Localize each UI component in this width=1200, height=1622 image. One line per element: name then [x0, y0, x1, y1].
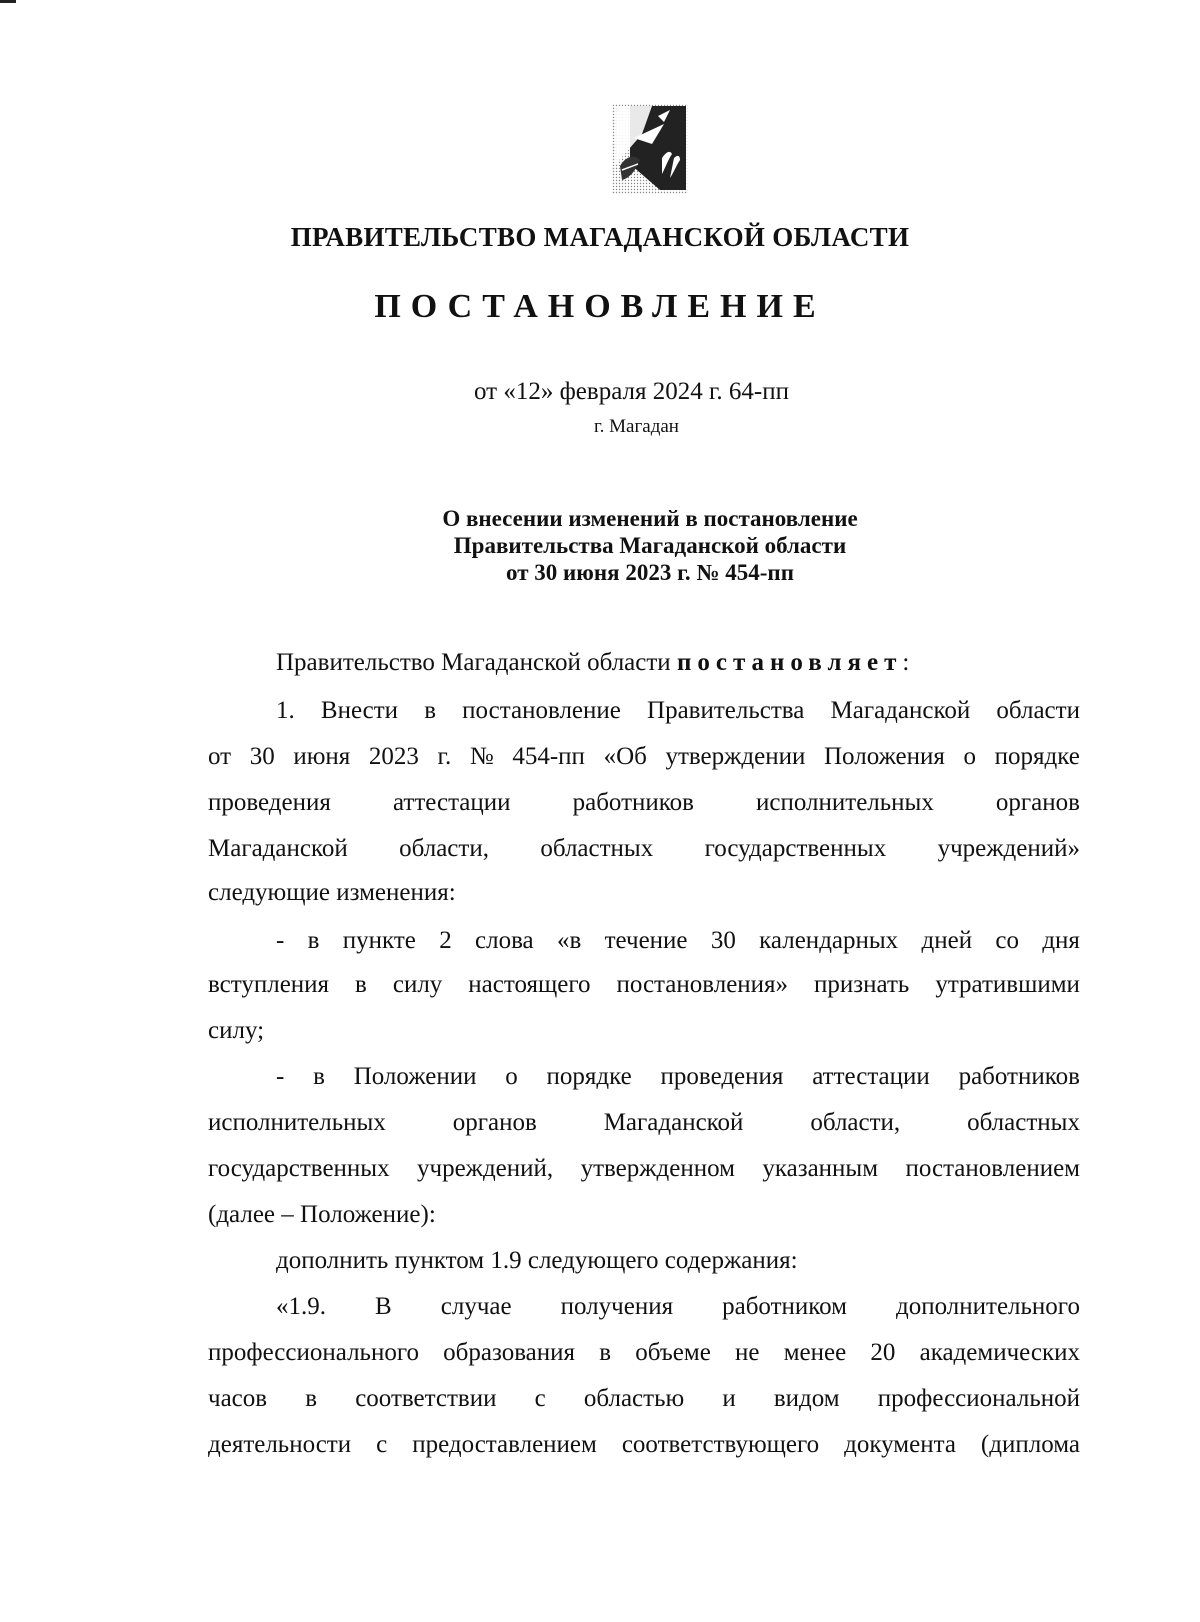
word: государственных — [704, 835, 887, 862]
preamble-end: : — [902, 649, 910, 676]
word: «Об — [603, 743, 647, 770]
word: органов — [452, 1109, 537, 1136]
word: деятельности — [208, 1431, 352, 1458]
word: «в — [556, 927, 582, 954]
word: утратившими — [935, 971, 1080, 998]
paragraph-line — [208, 742, 1080, 772]
word: области, — [399, 835, 489, 862]
word: аттестации — [812, 1063, 930, 1090]
word: со — [995, 927, 1019, 954]
word: проведения — [208, 789, 331, 816]
word: в — [307, 927, 320, 954]
word: Положении — [353, 1063, 477, 1090]
word: дополнительного — [896, 1293, 1080, 1320]
word: областных — [967, 1109, 1080, 1136]
paragraph-line — [208, 970, 1080, 1000]
paragraph-line: дополнить пунктом 1.9 следующего содержания: — [276, 1247, 798, 1274]
word: о — [505, 1063, 518, 1090]
word: (диплома — [980, 1431, 1080, 1458]
paragraph-line — [276, 1292, 1080, 1322]
word: аттестации — [392, 789, 511, 816]
word: дней — [921, 927, 973, 954]
document-type-title: ПОСТАНОВЛЕНИЕ — [374, 288, 826, 325]
word: в — [313, 1063, 325, 1090]
paragraph-line — [208, 1154, 1080, 1184]
word: получения — [560, 1293, 674, 1320]
word: объеме — [635, 1339, 711, 1366]
word: Магаданской — [603, 1109, 744, 1136]
word: настоящего — [468, 971, 591, 998]
word: Правительства — [647, 697, 805, 724]
word: в — [424, 697, 437, 724]
paragraph-line — [208, 788, 1080, 818]
word: г. — [437, 743, 452, 770]
word: - — [276, 927, 285, 954]
word: видом — [773, 1385, 840, 1412]
word: профессионального — [208, 1339, 419, 1366]
word: исполнительных — [208, 1109, 386, 1136]
word: Внести — [320, 697, 399, 724]
word: работником — [722, 1293, 847, 1320]
word: о — [963, 743, 976, 770]
coat-of-arms-emblem — [612, 104, 688, 194]
preamble-line — [276, 648, 1080, 678]
word: менее — [783, 1339, 847, 1366]
paragraph-line — [276, 696, 1080, 726]
word: образования — [443, 1339, 576, 1366]
word: вступления — [208, 971, 330, 998]
word: дня — [1042, 927, 1080, 954]
word: указанным — [762, 1155, 879, 1182]
word: июня — [293, 743, 351, 770]
paragraph-line — [276, 926, 1080, 956]
word: постановление — [462, 697, 621, 724]
word: 30 — [249, 743, 275, 770]
word: соответствии — [355, 1385, 497, 1412]
word: календарных — [759, 927, 899, 954]
word: областью — [583, 1385, 685, 1412]
word: Магаданской — [830, 697, 971, 724]
paragraph-line: силу; — [208, 1017, 265, 1044]
word: случае — [440, 1293, 512, 1320]
paragraph-line — [208, 1108, 1080, 1138]
preamble-lead: Правительство Магаданской области — [276, 649, 671, 676]
word: документа — [844, 1431, 956, 1458]
word: 30 — [710, 927, 736, 954]
word: течение — [604, 927, 688, 954]
word: постановления» — [616, 971, 789, 998]
word: слова — [475, 927, 534, 954]
word: учреждений, — [417, 1155, 554, 1182]
word: работников — [572, 789, 694, 816]
word: Положения — [824, 743, 945, 770]
word: учреждений» — [937, 835, 1080, 862]
subject-line: О внесении изменений в постановление — [442, 506, 858, 531]
document-subject — [0, 505, 1200, 586]
word: соответствующего — [621, 1431, 820, 1458]
word: порядке — [994, 743, 1080, 770]
word: порядке — [546, 1063, 632, 1090]
word: 454-пп — [512, 743, 585, 770]
word: в — [305, 1385, 318, 1412]
word: в — [355, 971, 367, 998]
subject-line: от 30 июня 2023 г. № 454-пп — [506, 560, 794, 585]
word: и — [722, 1385, 736, 1412]
word: государственных — [208, 1155, 390, 1182]
word: утверждении — [665, 743, 806, 770]
scan-edge-mark — [0, 0, 16, 3]
word: академических — [919, 1339, 1080, 1366]
paragraph-line — [208, 1338, 1080, 1368]
document-city: г. Магадан — [594, 416, 679, 437]
word: проведения — [660, 1063, 784, 1090]
word: силу — [392, 971, 443, 998]
word: часов — [208, 1385, 268, 1412]
word: - — [276, 1063, 285, 1090]
word: исполнительных — [756, 789, 934, 816]
word: 2023 — [368, 743, 419, 770]
word: утвержденном — [580, 1155, 735, 1182]
word: с — [534, 1385, 546, 1412]
word: предоставлением — [412, 1431, 597, 1458]
word: работников — [958, 1063, 1080, 1090]
word: 2 — [439, 927, 452, 954]
preamble-verb: постановляет — [676, 649, 903, 676]
paragraph-line — [208, 834, 1080, 864]
word: постановлением — [905, 1155, 1080, 1182]
subject-line: Правительства Магаданской области — [453, 533, 847, 558]
word: В — [375, 1293, 392, 1320]
word: Магаданской — [208, 835, 348, 862]
word: профессиональной — [877, 1385, 1080, 1412]
word: 1. — [276, 697, 295, 724]
word: с — [376, 1431, 388, 1458]
organization-title: ПРАВИТЕЛЬСТВО МАГАДАНСКОЙ ОБЛАСТИ — [290, 222, 910, 252]
word: пункте — [342, 927, 416, 954]
word: 20 — [870, 1339, 896, 1366]
word: признать — [814, 971, 910, 998]
word: от — [208, 743, 232, 770]
paragraph-line — [208, 1430, 1080, 1460]
paragraph-line: (далее – Положение): — [208, 1201, 436, 1228]
word: области, — [810, 1109, 901, 1136]
word: «1.9. — [276, 1293, 326, 1320]
word: органов — [995, 789, 1080, 816]
word: областных — [540, 835, 654, 862]
word: области — [996, 697, 1080, 724]
paragraph-line — [276, 1062, 1080, 1092]
document-date-number: от «12» февраля 2024 г. 64-пп — [474, 378, 790, 405]
paragraph-line — [208, 1384, 1080, 1414]
word: № — [469, 743, 494, 770]
paragraph-line: следующие изменения: — [208, 879, 456, 906]
word: не — [735, 1339, 760, 1366]
word: в — [599, 1339, 612, 1366]
